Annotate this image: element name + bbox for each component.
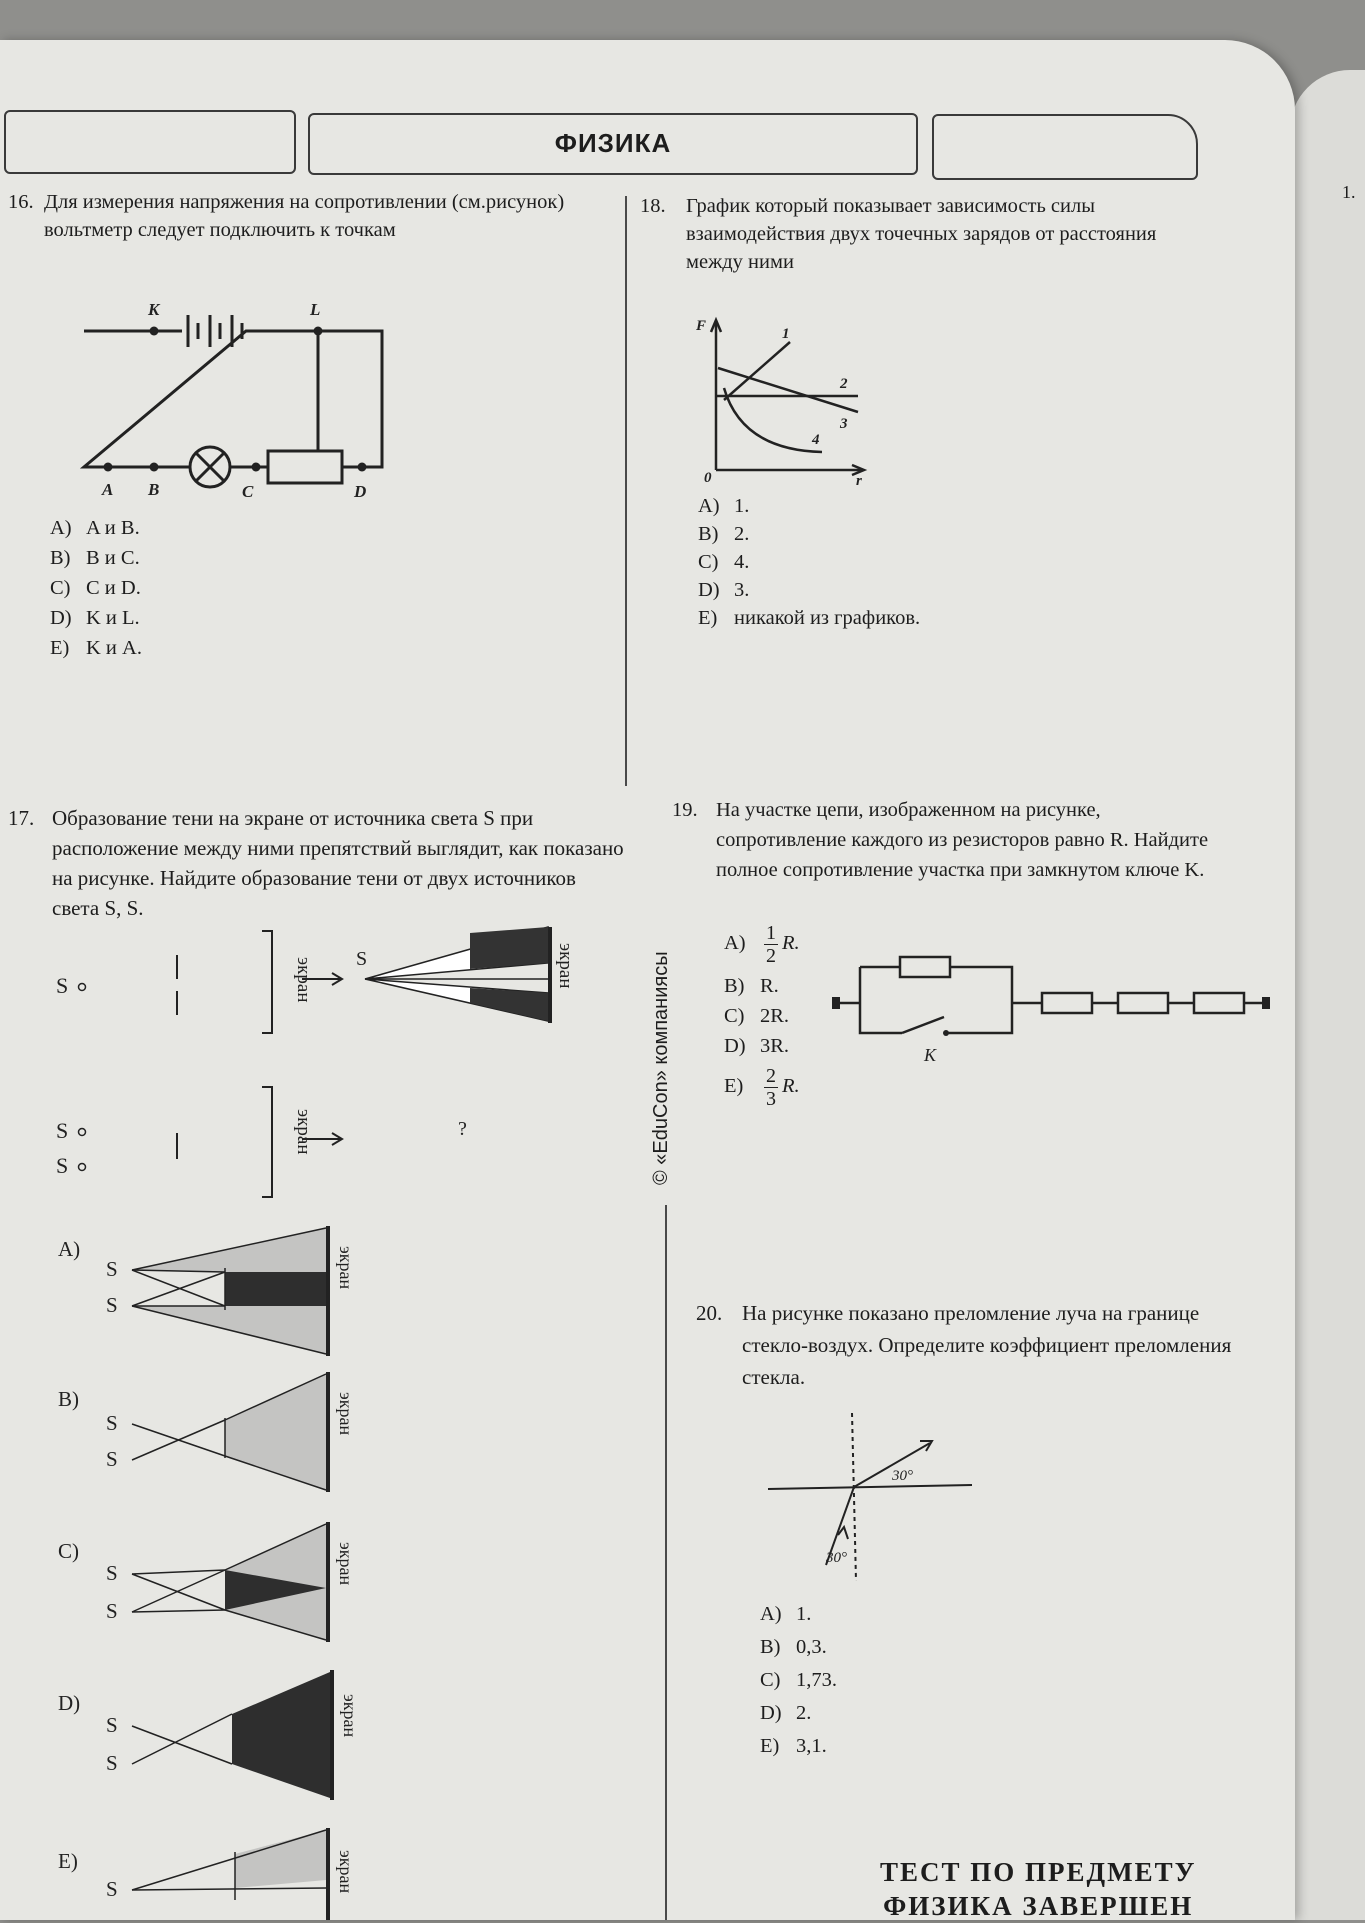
screen-label: экран	[555, 943, 576, 989]
source-label: S	[56, 1153, 69, 1178]
column-divider-bottom	[665, 1205, 667, 1920]
question-number: 18.	[640, 195, 666, 217]
svg-text:экран: экран	[336, 1246, 356, 1290]
option-20-a[interactable]: A) 1.	[760, 1603, 812, 1625]
option-20-e[interactable]: E) 3,1.	[760, 1735, 827, 1757]
curve-label-1: 1	[782, 326, 790, 342]
label-K: K	[148, 300, 160, 319]
screen-label: экран	[293, 1109, 314, 1155]
key-label: K	[924, 1045, 937, 1065]
curve-label-2: 2	[840, 376, 848, 392]
question-number: 16.	[8, 191, 34, 213]
angle-label-bottom: 30°	[826, 1550, 847, 1566]
question-mark: ?	[458, 1118, 467, 1140]
label-C: C	[242, 482, 254, 501]
question-17	[8, 803, 628, 923]
question-20	[696, 1297, 1236, 1393]
question-number: 20.	[696, 1301, 723, 1325]
option-16-b[interactable]: B) B и C.	[50, 547, 140, 569]
option-19-d[interactable]: D) 3R.	[724, 1035, 790, 1057]
label-D: D	[354, 482, 367, 501]
options-16	[50, 513, 142, 663]
option-17-b[interactable]: B)	[58, 1387, 79, 1411]
question-text: График который показывает зависимость силы взаимодействия двух точечных зарядов от расстояния между ними	[686, 195, 1157, 273]
subject-title: ФИЗИКА	[308, 113, 918, 175]
next-page-mark: 1.	[1342, 182, 1356, 202]
option-19-c[interactable]: C) 2R.	[724, 1005, 790, 1027]
svg-text:S: S	[106, 1411, 118, 1435]
shadow-options-figure	[50, 1220, 380, 1920]
header-box-right	[932, 114, 1198, 180]
option-18-e[interactable]: E) никакой из графиков.	[698, 607, 921, 629]
svg-text:S: S	[106, 1877, 118, 1901]
question-19	[672, 795, 1232, 885]
options-18	[698, 492, 920, 632]
axis-label-r: r	[856, 473, 862, 489]
test-end-line-1: ТЕСТ ПО ПРЕДМЕТУ	[880, 1857, 1197, 1887]
shadow-example-figure	[40, 915, 600, 1205]
svg-text:экран: экран	[336, 1392, 356, 1436]
circuit-diagram-16	[70, 295, 400, 505]
curve-label-3: 3	[840, 416, 848, 432]
options-20	[760, 1598, 837, 1763]
svg-text:S: S	[106, 1599, 118, 1623]
header-box-left	[4, 110, 296, 174]
label-L: L	[310, 300, 321, 319]
refraction-diagram	[760, 1405, 990, 1585]
axis-label-F: F	[696, 318, 707, 334]
question-text: Образование тени на экране от источника света S при расположение между ними препятствий выглядит, как показано на рисунке. Найдите образование тени от двух источников света S, S.	[52, 806, 624, 920]
copyright-caption: © «EduCon» компаниясы	[650, 951, 672, 1185]
option-20-d[interactable]: D) 2.	[760, 1702, 812, 1724]
option-16-c[interactable]: C) C и D.	[50, 577, 141, 599]
question-text: Для измерения напряжения на сопротивлении (см.рисунок) вольтметр следует подключить к точкам	[44, 191, 565, 241]
label-B: B	[148, 480, 160, 499]
column-divider-top	[625, 196, 627, 786]
graph-curve-4	[724, 388, 822, 452]
option-16-d[interactable]: D) K и L.	[50, 607, 140, 629]
option-16-e[interactable]: E) K и A.	[50, 637, 142, 659]
svg-text:S: S	[106, 1293, 118, 1317]
angle-label-top: 30°	[892, 1468, 913, 1484]
option-17-a[interactable]: A)	[58, 1237, 81, 1261]
question-number: 19.	[672, 799, 698, 821]
svg-text:S: S	[106, 1713, 118, 1737]
option-17-d[interactable]: D)	[58, 1691, 81, 1715]
option-20-c[interactable]: C) 1,73.	[760, 1669, 837, 1691]
options-19	[724, 922, 800, 1110]
option-18-a[interactable]: A) 1.	[698, 495, 750, 517]
svg-text:S: S	[106, 1751, 118, 1775]
option-17-c[interactable]: C)	[58, 1539, 79, 1563]
origin-label: 0	[704, 470, 712, 486]
svg-text:S: S	[106, 1257, 118, 1281]
source-label: S	[56, 1118, 69, 1143]
svg-text:S: S	[106, 1561, 118, 1585]
curve-label-4: 4	[812, 432, 820, 448]
svg-text:экран: экран	[336, 1542, 356, 1586]
svg-text:S: S	[106, 1447, 118, 1471]
question-text: На рисунке показано преломление луча на границе стекло-воздух. Определите коэффициент преломления стекла.	[742, 1301, 1232, 1389]
label-A: A	[102, 480, 114, 499]
question-16	[8, 188, 578, 244]
screen-label: экран	[293, 957, 314, 1003]
option-18-c[interactable]: C) 4.	[698, 551, 750, 573]
test-end-line-2: ФИЗИКА ЗАВЕРШЕН	[883, 1891, 1194, 1921]
resistor-circuit-19	[828, 945, 1278, 1070]
force-distance-graph	[690, 300, 880, 490]
option-19-a[interactable]: A) $\frac{1}{2}$ R.	[724, 922, 800, 967]
graph-line-3	[718, 368, 858, 412]
test-end-note	[880, 1855, 1196, 1923]
svg-text:экран: экран	[340, 1694, 360, 1738]
graph-line-1	[724, 342, 790, 400]
option-20-b[interactable]: B) 0,3.	[760, 1636, 827, 1658]
source-label: S	[356, 948, 368, 970]
option-18-d[interactable]: D) 3.	[698, 579, 750, 601]
next-page-edge	[1290, 70, 1365, 1920]
source-label: S	[56, 973, 69, 998]
option-16-a[interactable]: A) A и B.	[50, 517, 140, 539]
question-18	[640, 192, 1200, 276]
option-19-e[interactable]: E) $\frac{2}{3}$ R.	[724, 1065, 800, 1110]
question-number: 17.	[8, 806, 35, 830]
option-17-e[interactable]: E)	[58, 1849, 78, 1873]
question-text: На участке цепи, изображенном на рисунке, сопротивление каждого из резисторов равно R. Найдите полное сопротивление участка при замкнутом ключе K.	[716, 799, 1209, 881]
option-19-b[interactable]: B) R.	[724, 975, 779, 997]
option-18-b[interactable]: B) 2.	[698, 523, 750, 545]
svg-text:экран: экран	[336, 1850, 356, 1894]
